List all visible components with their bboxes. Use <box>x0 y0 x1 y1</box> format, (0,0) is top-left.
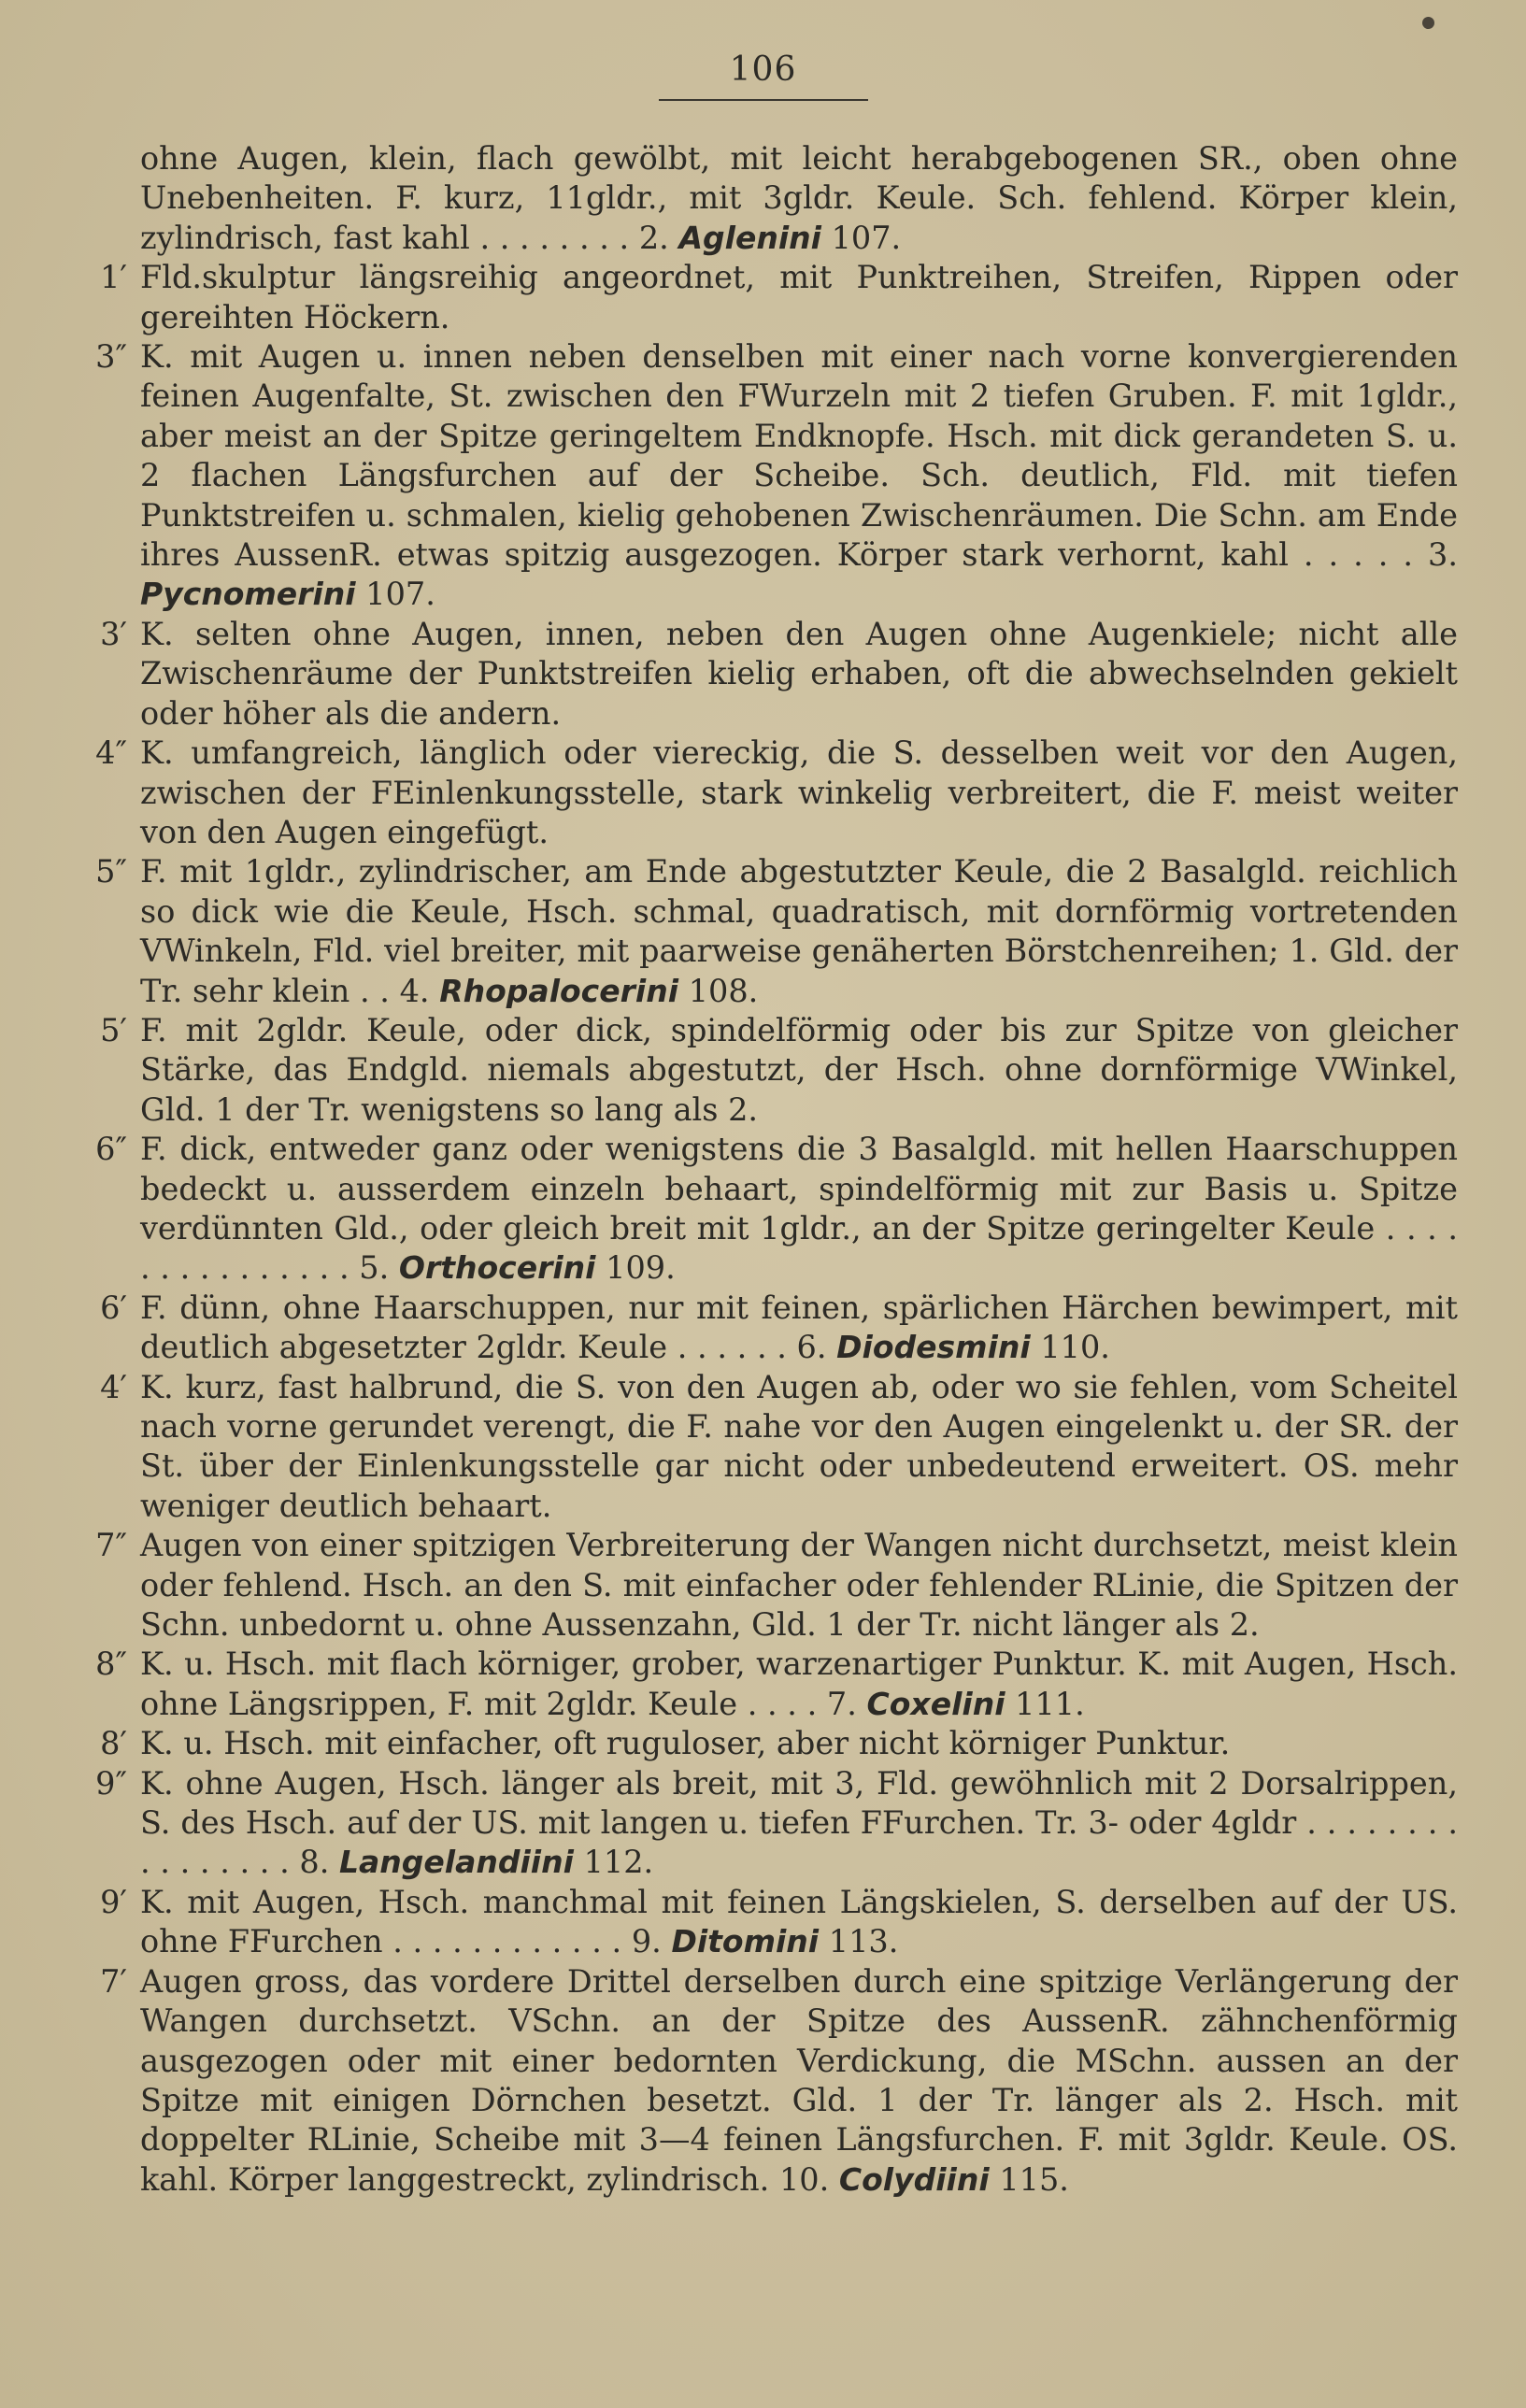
page-reference: 109. <box>606 1249 676 1287</box>
key-couplet <box>56 1764 1458 1883</box>
tribe-name: Colydiini <box>838 2160 990 2198</box>
couplet-text: F. mit 1gldr., zylindrischer, am Ende abgestutzter Keule, die 2 Basalgld. reichlich so dick wie die Keule, Hsch. schmal, quadratisch, mit dornförmig vortretenden VWinkeln, Fld. viel breiter, mit paarweise genäherten Börstchenreihen; 1. Gld. der Tr. sehr klein . . 4. <box>140 853 1458 1009</box>
key-couplet <box>56 1130 1458 1289</box>
couplet-text: Fld.skulptur längsreihig angeordnet, mit Punktreihen, Streifen, Rippen oder gereihten Höckern. <box>140 259 1458 335</box>
couplet-text: K. kurz, fast halbrund, die S. von den Augen ab, oder wo sie fehlen, vom Scheitel nach vorne gerundet verengt, die F. nahe vor den Augen eingelenkt u. der SR. der St. über der Einlenkungsstelle gar nicht oder unbedeutend erweitert. OS. mehr weniger deutlich behaart. <box>140 1368 1458 1524</box>
key-couplet <box>56 258 1458 337</box>
page-number: 106 <box>729 50 797 89</box>
page-reference: 107. <box>831 219 902 256</box>
page-number-rule <box>659 99 868 101</box>
key-couplet <box>56 337 1458 615</box>
couplet-number: 1′ <box>100 259 127 296</box>
couplet-number: 8″ <box>95 1646 127 1683</box>
couplet-number: 6′ <box>100 1289 127 1326</box>
page-reference: 115. <box>999 2160 1069 2198</box>
couplet-text: Augen von einer spitzigen Verbreiterung der Wangen nicht durchsetzt, meist klein oder fehlend. Hsch. an den S. mit einfacher oder fehlender RLinie, die Spitzen der Schn. unbedornt u. ohne Aussenzahn, Gld. 1 der Tr. nicht länger als 2. <box>140 1527 1458 1644</box>
couplet-number: 5′ <box>100 1011 127 1048</box>
couplet-text: K. ohne Augen, Hsch. länger als breit, mit 3, Fld. gewöhnlich mit 2 Dorsalrippen, S. des Hsch. auf der US. mit langen u. tiefen FFurchen. Tr. 3- oder 4gldr . . . . . . . . . . . . . . . . 8. <box>140 1764 1458 1881</box>
couplet-text: K. u. Hsch. mit flach körniger, grober, warzenartiger Punktur. K. mit Augen, Hsch. ohne Längsrippen, F. mit 2gldr. Keule . . . . 7. <box>140 1646 1458 1722</box>
key-couplet <box>56 734 1458 852</box>
couplet-text: K. selten ohne Augen, innen, neben den Augen ohne Augenkiele; nicht alle Zwischenräume der Punktstreifen kielig erhaben, oft die abwechselnden gekielt oder höher als die andern. <box>140 615 1458 732</box>
couplet-number: 5″ <box>95 853 127 891</box>
key-couplet <box>56 1645 1458 1724</box>
couplet-number: 7″ <box>95 1527 127 1564</box>
tribe-name: Langelandiini <box>339 1844 574 1881</box>
couplet-number: 3′ <box>100 615 127 652</box>
tribe-name: Rhopalocerini <box>439 972 679 1009</box>
key-couplet <box>56 615 1458 734</box>
page-reference: 108. <box>688 972 759 1009</box>
key-couplet <box>56 1962 1458 2200</box>
couplet-number: 7′ <box>100 1962 127 2000</box>
couplet-text: K. mit Augen, Hsch. manchmal mit feinen Längskielen, S. derselben auf der US. ohne FFurchen . . . . . . . . . . . . 9. <box>140 1883 1458 1960</box>
key-couplet <box>56 1368 1458 1527</box>
couplet-number: 9″ <box>95 1764 127 1802</box>
page-reference: 110. <box>1040 1329 1110 1366</box>
couplet-number: 4′ <box>100 1368 127 1405</box>
couplet-text: F. dick, entweder ganz oder wenigstens die 3 Basalgld. mit hellen Haarschuppen bedeckt u. ausserdem einzeln behaart, spindelförmig mit zur Basis u. Spitze verdünnten Gld., oder gleich breit mit 1gldr., an der Spitze geringelter Keule . . . . . . . . . . . . . . . 5. <box>140 1131 1458 1287</box>
couplet-text: Augen gross, das vordere Drittel derselben durch eine spitzige Verlängerung der Wangen durchsetzt. VSchn. an der Spitze des AussenR. zähnchenförmig ausgezogen oder mit einer bedornten Verdickung, die MSchn. aussen an der Spitze mit einigen Dörnchen besetzt. Gld. 1 der Tr. länger als 2. Hsch. mit doppelter RLinie, Scheibe mit 3—4 feinen Längsfurchen. F. mit 3gldr. Keule. OS. kahl. Körper langgestreckt, zylindrisch. 10. <box>140 1962 1458 2198</box>
key-couplet <box>56 1011 1458 1130</box>
page-reference: 107. <box>365 576 435 613</box>
couplet-number: 6″ <box>95 1131 127 1168</box>
key-couplet <box>56 139 1458 258</box>
tribe-name: Orthocerini <box>398 1249 596 1287</box>
tribe-name: Pycnomerini <box>140 576 356 613</box>
couplet-number: 3″ <box>95 338 127 376</box>
identification-key <box>56 139 1458 2200</box>
couplet-text: ohne Augen, klein, flach gewölbt, mit leicht herabgebogenen SR., oben ohne Unebenheiten. F. kurz, 11gldr., mit 3gldr. Keule. Sch. fehlend. Körper klein, zylindrisch, fast kahl . . . . . . . . 2. <box>140 140 1458 256</box>
couplet-number: 4″ <box>95 734 127 772</box>
page-reference: 113. <box>828 1923 899 1960</box>
ink-speck <box>1422 17 1434 29</box>
tribe-name: Coxelini <box>866 1685 1005 1722</box>
couplet-number: 9′ <box>100 1883 127 1920</box>
couplet-text: K. mit Augen u. innen neben denselben mit einer nach vorne konvergierenden feinen Augenfalte, St. zwischen den FWurzeln mit 2 tiefen Gruben. F. mit 1gldr., aber meist an der Spitze geringeltem Endknopfe. Hsch. mit dick gerandeten S. u. 2 flachen Längsfurchen auf der Scheibe. Sch. deutlich, Fld. mit tiefen Punktstreifen u. schmalen, kielig gehobenen Zwischenräumen. Die Schn. am Ende ihres AussenR. etwas spitzig ausgezogen. Körper stark verhornt, kahl . . . . . 3. <box>140 338 1458 574</box>
couplet-text: K. umfangreich, länglich oder viereckig, die S. desselben weit vor den Augen, zwischen der FEinlenkungsstelle, stark winkelig verbreitert, die F. meist weiter von den Augen eingefügt. <box>140 734 1458 850</box>
tribe-name: Aglenini <box>678 219 821 256</box>
couplet-text: F. dünn, ohne Haarschuppen, nur mit feinen, spärlichen Härchen bewimpert, mit deutlich abgesetzter 2gldr. Keule . . . . . . 6. <box>140 1289 1458 1366</box>
key-couplet <box>56 1289 1458 1368</box>
couplet-number: 8′ <box>100 1725 127 1762</box>
key-couplet <box>56 1526 1458 1645</box>
couplet-text: K. u. Hsch. mit einfacher, oft ruguloser, aber nicht körniger Punktur. <box>140 1725 1231 1762</box>
page-reference: 111. <box>1015 1685 1085 1722</box>
key-couplet <box>56 1724 1458 1763</box>
page-reference: 112. <box>583 1844 654 1881</box>
couplet-text: F. mit 2gldr. Keule, oder dick, spindelförmig oder bis zur Spitze von gleicher Stärke, das Endgld. niemals abgestutzt, der Hsch. ohne dornförmige VWinkel, Gld. 1 der Tr. wenigstens so lang als 2. <box>140 1011 1458 1128</box>
key-couplet <box>56 1883 1458 1962</box>
tribe-name: Diodesmini <box>836 1329 1031 1366</box>
key-couplet <box>56 852 1458 1011</box>
tribe-name: Ditomini <box>671 1923 820 1960</box>
